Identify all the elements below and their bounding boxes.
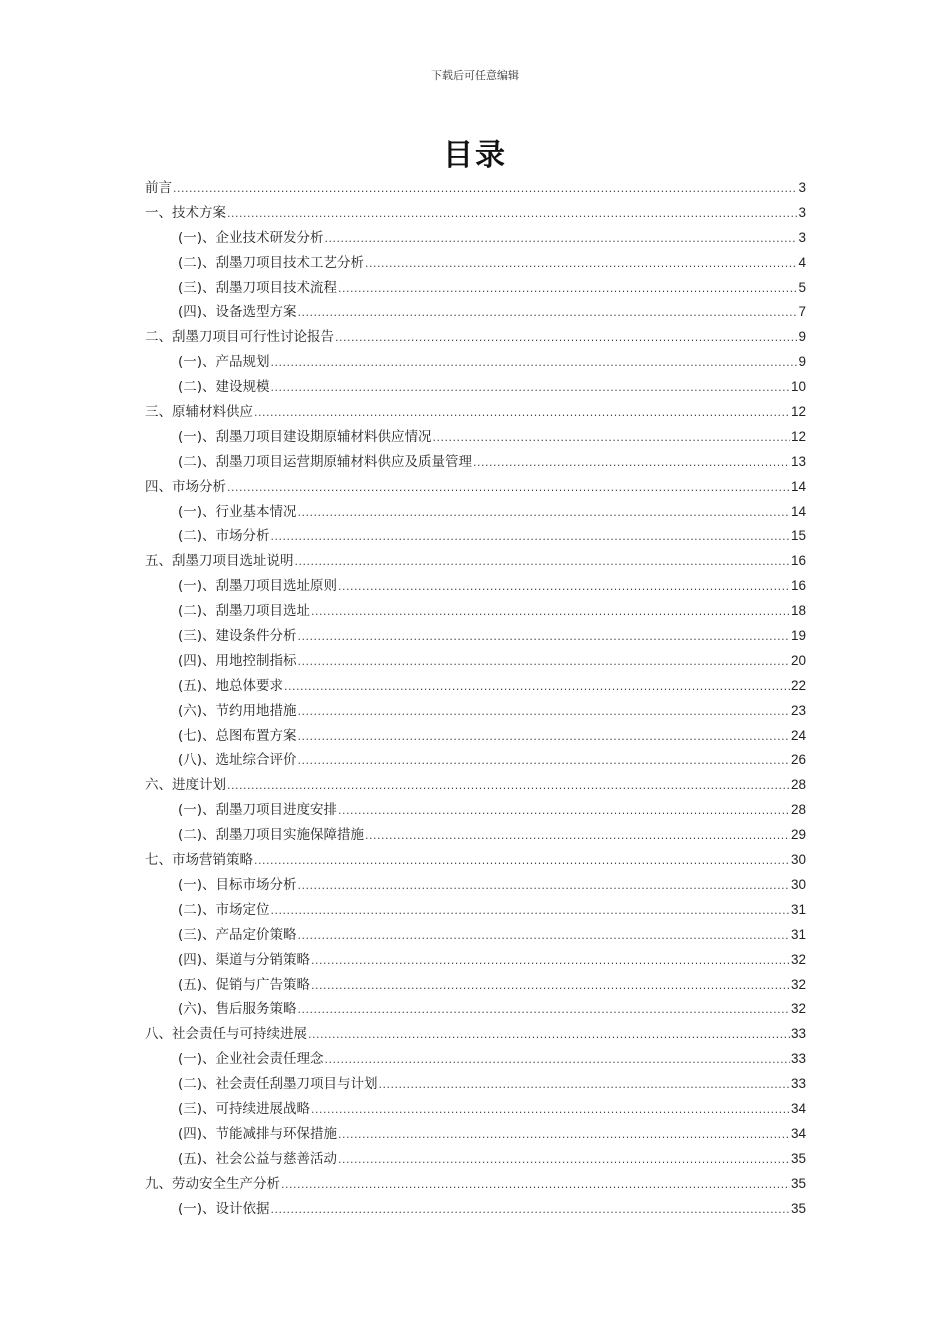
toc-dot-leader [298,749,790,774]
toc-entry-page-number: 35 [790,1150,806,1166]
toc-entry-label: (二)、市场分析 [178,528,270,545]
toc-entry[interactable] [145,848,806,873]
toc-entry-page-number: 16 [790,578,806,594]
toc-entry[interactable] [145,400,806,425]
toc-entry[interactable] [145,973,806,998]
toc-entry[interactable] [145,1197,806,1222]
toc-entry[interactable] [145,375,806,400]
toc-entry[interactable] [145,300,806,325]
toc-dot-leader [335,326,797,351]
toc-entry-label: (二)、社会责任刮墨刀项目与计划 [178,1076,378,1093]
toc-dot-leader [271,899,790,924]
toc-entry[interactable] [145,425,806,450]
toc-entry-page-number: 32 [790,976,806,992]
toc-entry-page-number: 28 [790,802,806,818]
toc-entry-label: (一)、产品规划 [178,354,270,371]
toc-entry-page-number: 19 [790,628,806,644]
toc-entry[interactable] [145,898,806,923]
toc-entry-label: (二)、刮墨刀项目技术工艺分析 [178,254,365,271]
toc-dot-leader [173,177,797,202]
toc-dot-leader [298,501,790,526]
toc-entry[interactable] [145,549,806,574]
toc-entry-label: 三、原辅材料供应 [145,404,253,421]
toc-entry-label: 七、市场营销策略 [145,852,253,869]
toc-dot-leader [311,974,790,999]
toc-entry[interactable] [145,599,806,624]
header-note: 下载后可任意编辑 [431,69,519,82]
toc-dot-leader [311,1098,790,1123]
toc-dot-leader [473,451,790,476]
toc-entry-page-number: 33 [790,1051,806,1067]
toc-entry-page-number: 29 [790,827,806,843]
toc-entry[interactable] [145,475,806,500]
toc-entry-page-number: 30 [790,852,806,868]
toc-entry-page-number: 15 [790,528,806,544]
toc-entry-page-number: 9 [798,354,806,370]
toc-dot-leader [365,252,797,277]
toc-entry[interactable] [145,997,806,1022]
toc-entry-label: (四)、用地控制指标 [178,652,297,669]
toc-entry-page-number: 10 [790,379,806,395]
toc-entry[interactable] [145,798,806,823]
toc-entry-page-number: 35 [790,1175,806,1191]
toc-entry[interactable] [145,325,806,350]
toc-entry[interactable] [145,773,806,798]
toc-dot-leader [338,1123,790,1148]
toc-entry-page-number: 32 [790,951,806,967]
toc-entry[interactable] [145,923,806,948]
toc-dot-leader [433,426,790,451]
toc-entry-page-number: 30 [790,876,806,892]
toc-dot-leader [298,998,790,1023]
toc-entry[interactable] [145,450,806,475]
toc-dot-leader [298,625,790,650]
toc-dot-leader [298,650,790,675]
toc-dot-leader [311,600,790,625]
toc-dot-leader [338,1148,790,1173]
toc-entry-label: 六、进度计划 [145,777,226,794]
toc-dot-leader [295,550,790,575]
toc-dot-leader [271,525,790,550]
toc-entry-page-number: 26 [790,752,806,768]
toc-entry-label: (一)、行业基本情况 [178,503,297,520]
toc-entry-label: (一)、设计依据 [178,1200,270,1217]
toc-entry-label: (五)、促销与广告策略 [178,976,311,993]
toc-entry-label: (四)、渠道与分销策略 [178,951,311,968]
toc-entry-page-number: 12 [790,428,806,444]
toc-dot-leader [325,227,798,252]
toc-dot-leader [308,1023,790,1048]
toc-dot-leader [325,1048,790,1073]
toc-entry[interactable] [145,176,806,201]
toc-entry-page-number: 31 [790,926,806,942]
toc-entry[interactable] [145,1147,806,1172]
toc-dot-leader [284,675,790,700]
toc-entry-page-number: 16 [790,553,806,569]
toc-entry-label: (三)、可持续进展战略 [178,1100,311,1117]
toc-dot-leader [338,277,797,302]
toc-entry-label: (三)、刮墨刀项目技术流程 [178,279,338,296]
toc-dot-leader [227,476,790,501]
toc-entry[interactable] [145,873,806,898]
toc-entry-label: (一)、刮墨刀项目选址原则 [178,578,338,595]
toc-entry-label: (六)、节约用地措施 [178,702,297,719]
toc-entry-page-number: 3 [798,229,806,245]
toc-entry-page-number: 34 [790,1100,806,1116]
toc-entry-label: 二、刮墨刀项目可行性讨论报告 [145,329,334,346]
toc-entry-label: 九、劳动安全生产分析 [145,1175,280,1192]
toc-entry-label: (四)、节能减排与环保措施 [178,1125,338,1142]
toc-dot-leader [271,376,790,401]
toc-dot-leader [298,874,790,899]
toc-entry-label: 四、市场分析 [145,478,226,495]
toc-dot-leader [338,575,790,600]
toc-dot-leader [298,924,790,949]
toc-entry-page-number: 14 [790,478,806,494]
toc-entry[interactable] [145,1022,806,1047]
toc-dot-leader [227,202,797,227]
toc-entry-label: (五)、社会公益与慈善活动 [178,1150,338,1167]
table-of-contents [145,176,806,1221]
toc-entry-label: (二)、刮墨刀项目运营期原辅材料供应及质量管理 [178,453,473,470]
toc-entry-page-number: 18 [790,603,806,619]
toc-dot-leader [298,700,790,725]
toc-entry-label: (四)、设备选型方案 [178,304,297,321]
toc-entry-label: (三)、产品定价策略 [178,926,297,943]
toc-entry-label: (二)、刮墨刀项目实施保障措施 [178,827,365,844]
toc-entry[interactable] [145,948,806,973]
toc-entry-label: (五)、地总体要求 [178,677,284,694]
toc-dot-leader [271,351,798,376]
toc-entry[interactable] [145,524,806,549]
toc-dot-leader [227,774,790,799]
toc-entry[interactable] [145,276,806,301]
toc-entry-page-number: 20 [790,652,806,668]
toc-dot-leader [281,1173,790,1198]
toc-entry-label: (一)、企业社会责任理念 [178,1051,324,1068]
toc-entry-label: (七)、总图布置方案 [178,727,297,744]
toc-entry[interactable] [145,649,806,674]
toc-entry[interactable] [145,1172,806,1197]
toc-entry[interactable] [145,624,806,649]
toc-entry-label: 五、刮墨刀项目选址说明 [145,553,294,570]
toc-entry-label: (八)、选址综合评价 [178,752,297,769]
toc-entry[interactable] [145,823,806,848]
toc-entry-page-number: 23 [790,702,806,718]
toc-entry[interactable] [145,699,806,724]
toc-entry-page-number: 14 [790,503,806,519]
toc-entry-label: (三)、建设条件分析 [178,628,297,645]
toc-dot-leader [338,799,790,824]
toc-entry[interactable] [145,251,806,276]
toc-dot-leader [298,301,798,326]
toc-entry-page-number: 7 [798,304,806,320]
toc-dot-leader [298,725,790,750]
toc-entry-page-number: 5 [798,279,806,295]
page-title: 目录 [443,138,507,173]
toc-entry-page-number: 34 [790,1125,806,1141]
toc-entry-label: (一)、刮墨刀项目进度安排 [178,802,338,819]
toc-dot-leader [254,401,790,426]
toc-entry-page-number: 24 [790,727,806,743]
toc-entry[interactable] [145,226,806,251]
toc-entry-label: (二)、刮墨刀项目选址 [178,603,311,620]
toc-entry[interactable] [145,674,806,699]
toc-dot-leader [254,849,790,874]
toc-entry-label: 八、社会责任与可持续进展 [145,1026,307,1043]
toc-dot-leader [365,824,790,849]
toc-dot-leader [379,1073,790,1098]
toc-entry-label: (二)、市场定位 [178,901,270,918]
toc-entry-page-number: 22 [790,677,806,693]
toc-entry[interactable] [145,1122,806,1147]
toc-entry-page-number: 28 [790,777,806,793]
toc-entry-label: (一)、刮墨刀项目建设期原辅材料供应情况 [178,428,432,445]
toc-entry-page-number: 3 [798,180,806,195]
toc-entry[interactable] [145,1072,806,1097]
toc-entry[interactable] [145,574,806,599]
toc-entry-page-number: 3 [798,204,806,220]
toc-entry[interactable] [145,500,806,525]
toc-entry-page-number: 4 [798,254,806,270]
toc-entry[interactable] [145,724,806,749]
toc-entry-label: (一)、企业技术研发分析 [178,229,324,246]
toc-entry-page-number: 33 [790,1026,806,1042]
toc-entry-page-number: 12 [790,404,806,420]
toc-entry[interactable] [145,350,806,375]
toc-entry-label: 前言 [145,180,172,196]
toc-entry-page-number: 33 [790,1076,806,1092]
toc-entry-page-number: 31 [790,901,806,917]
toc-dot-leader [311,949,790,974]
toc-entry[interactable] [145,1047,806,1072]
toc-entry[interactable] [145,1097,806,1122]
toc-entry[interactable] [145,201,806,226]
toc-entry-page-number: 13 [790,453,806,469]
toc-entry-label: (一)、目标市场分析 [178,876,297,893]
toc-entry-label: 一、技术方案 [145,204,226,221]
toc-entry-label: (二)、建设规模 [178,379,270,396]
toc-entry-page-number: 32 [790,1001,806,1017]
toc-dot-leader [271,1198,790,1223]
toc-entry-label: (六)、售后服务策略 [178,1001,297,1018]
toc-entry-page-number: 9 [798,329,806,345]
toc-entry-page-number: 35 [790,1200,806,1216]
toc-entry[interactable] [145,748,806,773]
